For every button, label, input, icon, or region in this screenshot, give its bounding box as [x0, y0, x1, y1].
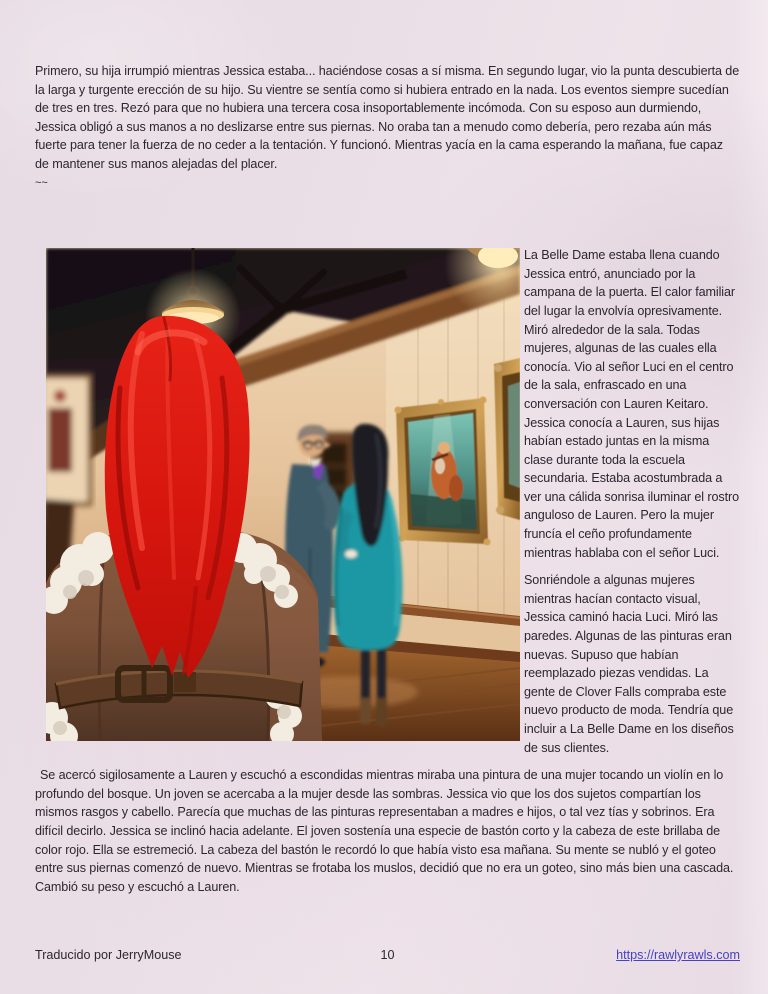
- footer-page-number: 10: [380, 948, 395, 962]
- page-footer: [35, 948, 740, 962]
- footer-link[interactable]: https://rawlyrawls.com: [616, 948, 741, 962]
- gallery-illustration: [46, 248, 520, 741]
- paragraph-gallery-1: La Belle Dame estaba llena cuando Jessica entró, anunciado por la campana de la puerta. El calor familiar del lugar la envolvía opresivamente. Miró alrededor de la sala. Todas mujeres, algunas de las cuales ella conocía. Vio al señor Luci en el centro de la sala, enfrascado en una conversación con Lauren Keitaro. Jessica conocía a Lauren, sus hijas habían estado juntas en la misma clase durante toda la escuela secundaria. Estaba acostumbrada a ver una cálida sonrisa iluminar el rostro anguloso de Lauren. Pero la mujer fruncía el ceño profundamente mientras hablaba con el señor Luci.: [524, 248, 739, 560]
- scene-separator: ~~: [35, 176, 48, 189]
- paragraph-gallery-2: Sonriéndole a algunas mujeres mientras hacían contacto visual, Jessica caminó hacia Luci. Miró las paredes. Algunas de las pinturas eran nuevas. Supuso que habían reemplazado piezas vendidas. La gente de Clover Falls compraba este nuevo producto de moda. Tendría que incluir a La Belle Dame en los diseños de sus clientes.: [524, 573, 734, 755]
- gallery-illustration-image: [46, 248, 520, 741]
- paragraph-gallery-3: Se acercó sigilosamente a Lauren y escuchó a escondidas mientras miraba una pintura de una mujer tocando un violín en lo profundo del bosque. Un joven se acercaba a la mujer desde las sombras. Jessica vio que los dos sujetos compartían los mismos rasgos y cabello. Parecía que muchas de las pinturas representaban a madres e hijos, o tal vez tías y sobrinos. Era difícil decirlo. Jessica se inclinó hacia adelante. El joven sostenía una especie de bastón corto y la cabeza de este brillaba de color rojo. Ella se estremeció. La cabeza del bastón le recordó lo que había visto esa mañana. Su mente se nubló y el goteo entre sus piernas comenzó de nuevo. Mientras se frotaba los muslos, decidió que no era un goteo, sino más bien una cascada. Cambió su peso y escuchó a Lauren.: [35, 768, 734, 894]
- footer-translator: Traducido por JerryMouse: [35, 948, 182, 962]
- paragraph-opening: Primero, su hija irrumpió mientras Jessica estaba... haciéndose cosas a sí misma. En segundo lugar, vio la punta descubierta de la larga y turgente erección de su hijo. Su vientre se sentía como si hubiera entrado en la nada. Los eventos siempre sucedían de tres en tres. Rezó para que no hubiera una tercera cosa insoportablemente incómoda. Con su esposo aun durmiendo, Jessica obligó a sus manos a no deslizarse entre sus piernas. No oraba tan a menudo como debería, pero rezaba aún más fuerte para tener la fuerza de no ceder a la tentación. Y funcionó. Mientras yacía en la cama esperando la mañana, fue capaz de mantener sus manos alejadas del placer.: [35, 64, 740, 171]
- partial-frame-right: [494, 358, 520, 520]
- framed-painting: [395, 397, 491, 546]
- gallery-section: [35, 246, 740, 896]
- page-content: [35, 0, 740, 905]
